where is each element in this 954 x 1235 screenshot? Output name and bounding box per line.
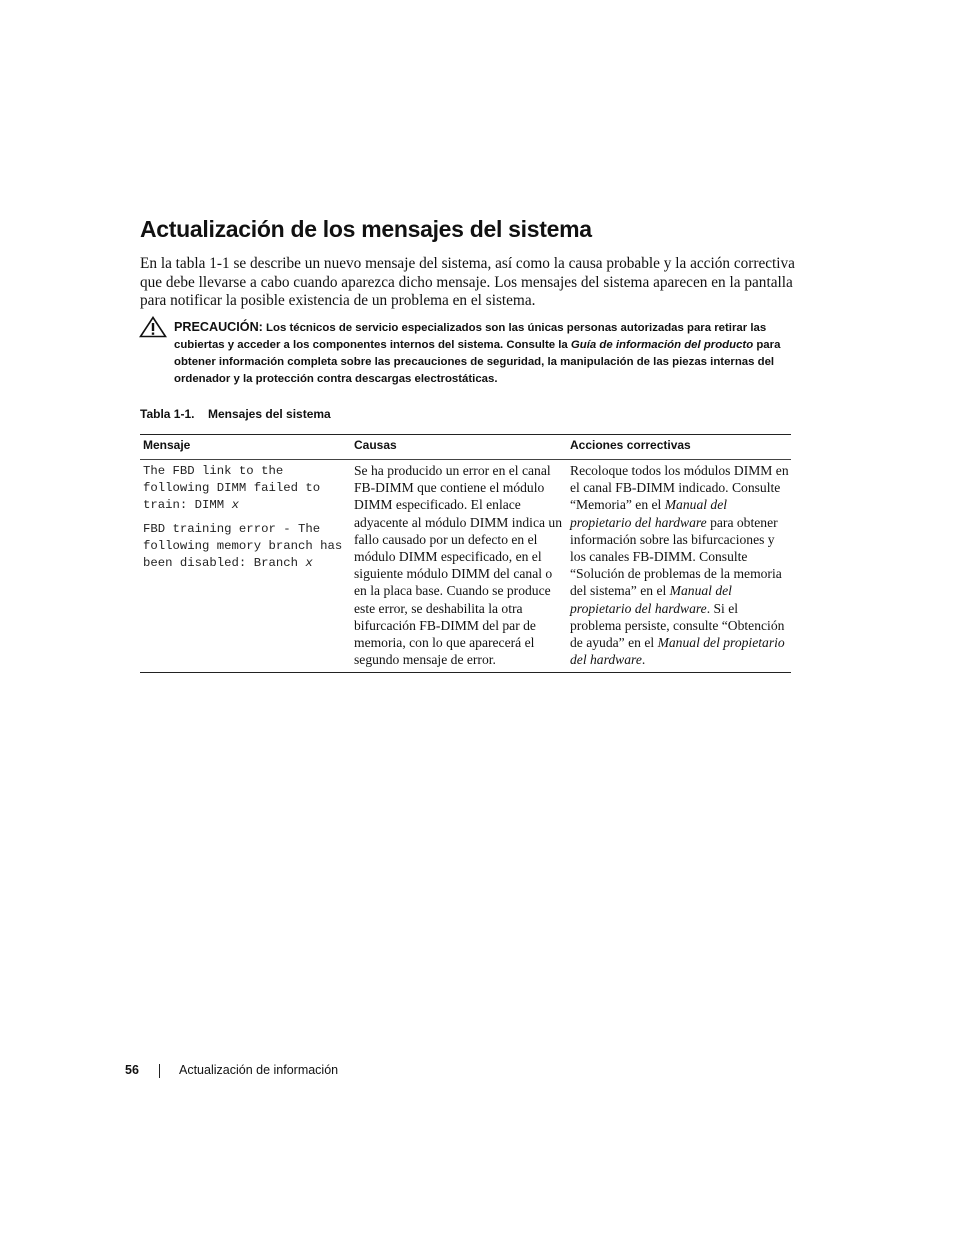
message-2-text: FBD training error - The following memory branch has been disabled: Branch (143, 522, 343, 570)
action-manual-title-2: Manual del propietario del hardware (570, 583, 732, 616)
table-cell-message-2 (143, 521, 348, 572)
table-header-rule (140, 459, 791, 460)
table-bottom-rule (140, 672, 791, 673)
table-cell-message-1 (143, 463, 348, 514)
message-2-variable: x (305, 556, 313, 570)
footer-section-title: Actualización de información (179, 1063, 339, 1077)
caution-label: PRECAUCIÓN: (174, 320, 263, 334)
table-caption (140, 407, 331, 421)
caution-guide-title: Guía de información del producto (570, 339, 754, 351)
caution-text-after: para obtener información completa sobre las precauciones de seguridad, la manipulación de las piezas internas del ordenador y la protección contra descargas electrostáticas. (174, 339, 781, 385)
table-header-message: Mensaje (143, 438, 191, 452)
action-manual-title-3: Manual del propietario del hardware (570, 635, 785, 668)
message-1-variable: x (231, 498, 239, 512)
caution-triangle-icon (139, 316, 167, 338)
action-text-2: para obtener información sobre las bifurcaciones y los canales FB-DIMM. Consulte “Solución de problemas de la memoria del sistema” en el (570, 514, 782, 599)
section-heading: Actualización de los mensajes del sistema (140, 216, 592, 242)
table-header-actions: Acciones correctivas (570, 438, 691, 452)
table-header-causes: Causas (354, 438, 397, 452)
caution-notice (174, 319, 814, 388)
table-cell-action (570, 462, 790, 668)
message-1-text: The FBD link to the following DIMM failed to train: DIMM (143, 464, 321, 512)
page-number: 56 (125, 1063, 139, 1077)
footer-separator (159, 1064, 160, 1078)
table-caption-number: Tabla 1-1. (140, 407, 195, 421)
action-text-4: . (641, 652, 646, 668)
action-text-1: Recoloque todos los módulos DIMM en el canal FB-DIMM indicado. Consulte “Memoria” en el (570, 463, 789, 513)
intro-paragraph: En la tabla 1-1 se describe un nuevo mensaje del sistema, así como la causa probable y la acción correctiva que debe llevarse a cabo cuando aparezca dicho mensaje. Los mensajes del sistema aparecen en la pantalla para notificar la posible existencia de un problema en el sistema. (140, 255, 795, 309)
caution-text-before: Los técnicos de servicio especializados son las únicas personas autorizadas para retirar las cubiertas y acceder a los componentes internos del sistema. Consulte la (174, 322, 767, 351)
table-top-rule (140, 434, 791, 435)
action-text-3: . Si el problema persiste, consulte “Obtención de ayuda” en el (570, 600, 785, 651)
table-cell-cause: Se ha producido un error en el canal FB-DIMM que contiene el módulo DIMM especificado. El enlace adyacente al módulo DIMM indica un fallo causado por un defecto en el módulo DIMM especificado, en el siguiente módulo DIMM del canal o en la placa base. Cuando se produce este error, se deshabilita la otra bifurcación FB-DIMM del par de memoria, con lo que aparecerá el segundo mensaje de error. (354, 463, 563, 668)
action-manual-title-1: Manual del propietario del hardware (570, 497, 728, 530)
table-caption-title: Mensajes del sistema (208, 407, 331, 421)
